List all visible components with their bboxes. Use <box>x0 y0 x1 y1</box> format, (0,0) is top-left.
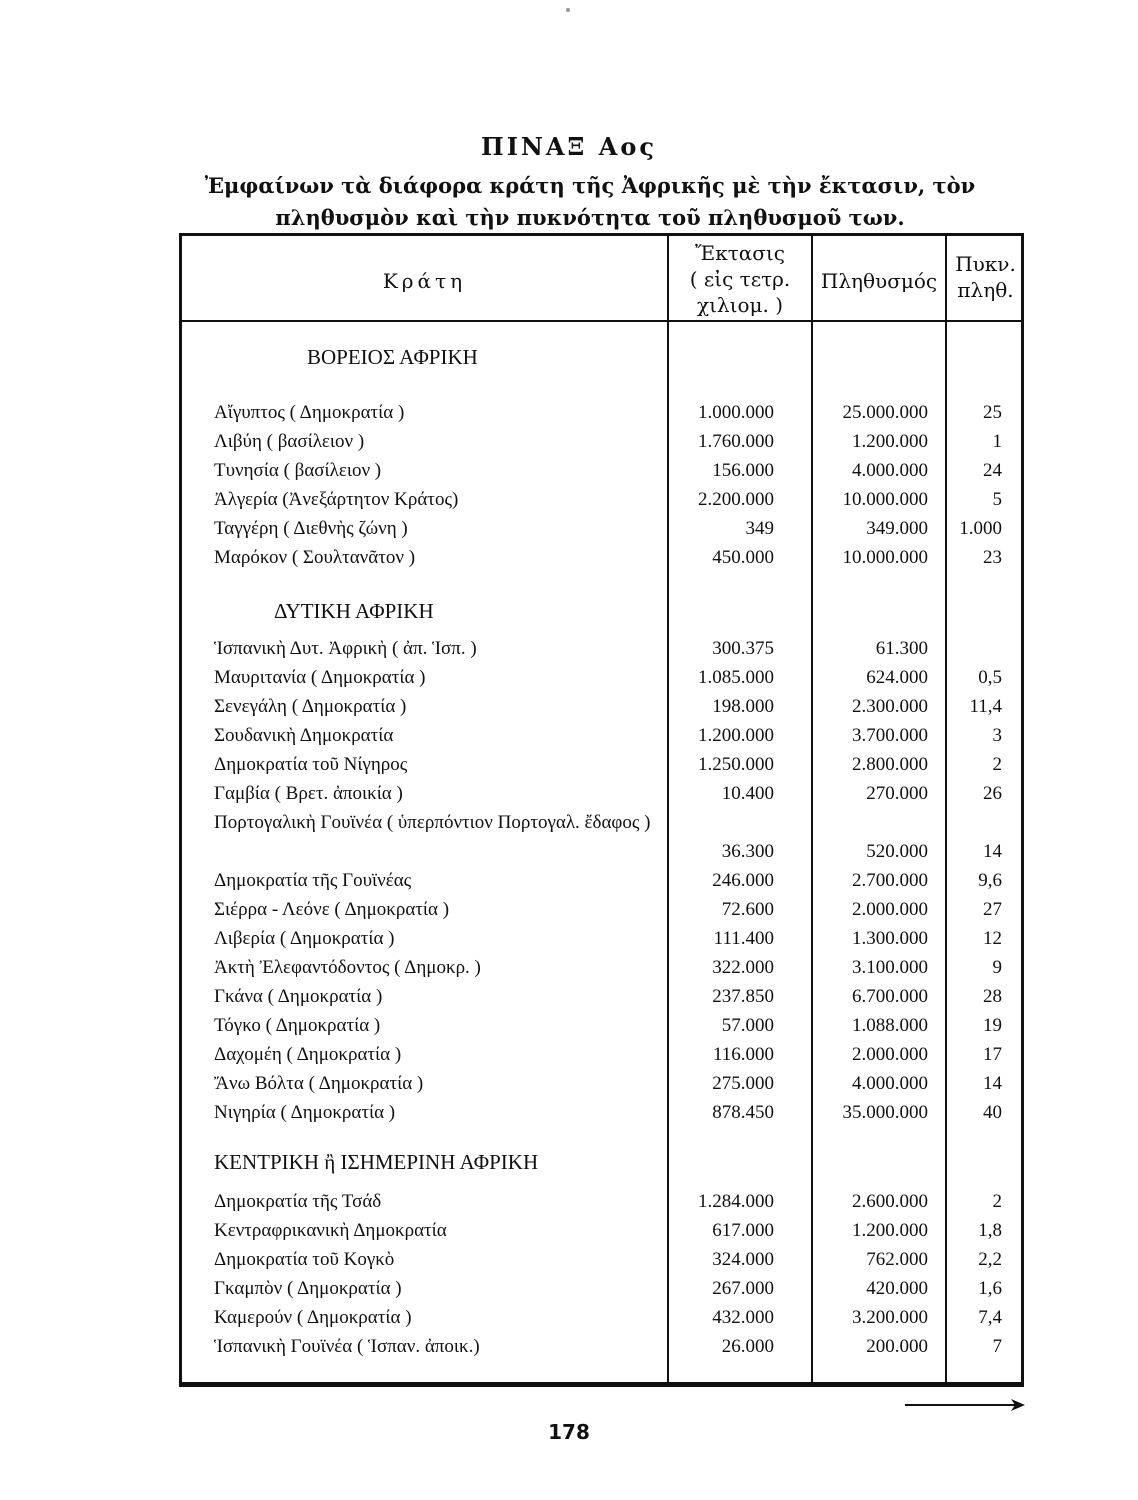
section-title-west: ΔΥΤΙΚΗ ΑΦΡΙΚΗ <box>274 599 434 623</box>
section-heading <box>179 340 1024 398</box>
area-value: 26.000 <box>721 1336 774 1357</box>
continue-arrow-icon <box>905 1397 1025 1413</box>
country-name: Ἀκτὴ Ἐλεφαντόδοντος ( Δημοκρ. ) <box>214 957 481 978</box>
country-name: Λιβύη ( βασίλειον ) <box>214 431 365 452</box>
population-value: 349.000 <box>866 518 928 539</box>
table-row <box>179 1332 1024 1361</box>
table-row <box>179 1245 1024 1274</box>
population-value: 270.000 <box>866 783 928 804</box>
population-value: 3.700.000 <box>852 725 928 746</box>
population-value: 1.200.000 <box>852 1220 928 1241</box>
table-row <box>179 1216 1024 1245</box>
area-value: 1.085.000 <box>698 667 774 688</box>
population-value: 420.000 <box>866 1278 928 1299</box>
density-value: 23 <box>983 547 1002 568</box>
population-value: 25.000.000 <box>842 402 928 423</box>
table-row <box>179 1069 1024 1098</box>
country-name: Σιέρρα - Λεόνε ( Δημοκρατία ) <box>214 899 450 920</box>
country-name: Γκαμπὸν ( Δημοκρατία ) <box>214 1278 402 1299</box>
table-row <box>179 1303 1024 1332</box>
area-value: 72.600 <box>721 899 774 920</box>
area-value: 156.000 <box>712 460 774 481</box>
country-name: Κεντραφρικανικὴ Δημοκρατία <box>214 1220 447 1241</box>
table-row <box>179 485 1024 514</box>
area-value: 116.000 <box>712 1044 774 1065</box>
area-value: 1.200.000 <box>698 725 774 746</box>
density-value: 0,5 <box>978 667 1002 688</box>
header-area-line2: ( εἰς τετρ. <box>689 267 791 291</box>
header-population: Πληθυσμός <box>820 269 938 293</box>
table-row <box>179 895 1024 924</box>
population-value: 2.000.000 <box>852 1044 928 1065</box>
country-name: Ἱσπανικὴ Γουϊνέα ( Ἱσπαν. ἀποικ.) <box>214 1336 480 1357</box>
area-value: 57.000 <box>721 1015 774 1036</box>
country-name: Δημοκρατία τοῦ Κογκὸ <box>214 1249 395 1270</box>
header-area <box>669 240 811 318</box>
population-value: 3.200.000 <box>852 1307 928 1328</box>
population-value: 2.600.000 <box>852 1191 928 1212</box>
country-name: Μαυριτανία ( Δημοκρατία ) <box>214 667 426 688</box>
country-name: Ἱσπανικὴ Δυτ. Ἀφρικὴ ( ἀπ. Ἱσπ. ) <box>214 638 477 659</box>
header-area-line3: χιλιομ. ) <box>696 293 784 317</box>
density-value: 9,6 <box>978 870 1002 891</box>
population-value: 200.000 <box>866 1336 928 1357</box>
area-value: 1.284.000 <box>698 1191 774 1212</box>
population-value: 6.700.000 <box>852 986 928 1007</box>
density-value: 9 <box>992 957 1002 978</box>
table-row <box>179 663 1024 692</box>
country-name: Τυνησία ( βασίλειον ) <box>214 460 382 481</box>
density-value: 12 <box>983 928 1002 949</box>
page-title: ΠΙΝΑΞ Αος <box>481 132 657 161</box>
table-row <box>179 456 1024 485</box>
population-value: 520.000 <box>866 841 928 862</box>
table-row <box>179 982 1024 1011</box>
population-value: 10.000.000 <box>842 489 928 510</box>
population-value: 2.300.000 <box>852 696 928 717</box>
country-name: Τόγκο ( Δημοκρατία ) <box>214 1015 381 1036</box>
population-value: 762.000 <box>866 1249 928 1270</box>
country-name: Πορτογαλικὴ Γουϊνέα ( ὑπερπόντιον Πορτογαλ. ἔδαφος ) <box>214 812 651 833</box>
density-value: 11,4 <box>969 696 1002 717</box>
area-value: 10.400 <box>721 783 774 804</box>
area-value: 2.200.000 <box>698 489 774 510</box>
section-title-central: ΚΕΝΤΡΙΚΗ ἢ ΙΣΗΜΕΡΙΝΗ ΑΦΡΙΚΗ <box>214 1150 539 1174</box>
page-number: 178 <box>548 1420 590 1444</box>
table-row <box>179 750 1024 779</box>
table-row <box>179 779 1024 808</box>
density-value: 26 <box>983 783 1002 804</box>
section-heading <box>179 572 1024 634</box>
area-value: 1.760.000 <box>698 431 774 452</box>
population-value: 1.088.000 <box>852 1015 928 1036</box>
header-density-line2: πληθ. <box>957 278 1014 302</box>
country-name: Δημοκρατία τῆς Τσάδ <box>214 1191 382 1212</box>
table-row <box>179 634 1024 663</box>
table-row <box>179 543 1024 572</box>
area-value: 1.250.000 <box>698 754 774 775</box>
area-value: 450.000 <box>712 547 774 568</box>
table-row <box>179 1274 1024 1303</box>
area-value: 1.000.000 <box>698 402 774 423</box>
country-name: Δημοκρατία τοῦ Νίγηρος <box>214 754 408 775</box>
area-value: 267.000 <box>712 1278 774 1299</box>
table-row <box>179 427 1024 456</box>
speck <box>566 8 570 12</box>
density-value: 1,6 <box>978 1278 1002 1299</box>
table-body <box>179 340 1024 1361</box>
density-value: 5 <box>992 489 1002 510</box>
population-value: 2.800.000 <box>852 754 928 775</box>
density-value: 7 <box>992 1336 1002 1357</box>
density-value: 2,2 <box>978 1249 1002 1270</box>
area-value: 275.000 <box>712 1073 774 1094</box>
section-heading <box>179 1127 1024 1187</box>
table-row <box>179 953 1024 982</box>
population-value: 4.000.000 <box>852 1073 928 1094</box>
section-north-rows <box>179 398 1024 572</box>
density-value: 1 <box>992 431 1002 452</box>
population-value: 3.100.000 <box>852 957 928 978</box>
table-row <box>179 514 1024 543</box>
area-value: 300.375 <box>712 638 774 659</box>
table-row <box>179 924 1024 953</box>
section-title-north: ΒΟΡΕΙΟΣ ΑΦΡΙΚΗ <box>307 345 478 369</box>
country-name: Δαχομέη ( Δημοκρατία ) <box>214 1044 402 1065</box>
area-value: 878.450 <box>712 1102 774 1123</box>
area-value: 198.000 <box>712 696 774 717</box>
density-value: 1,8 <box>978 1220 1002 1241</box>
area-value: 246.000 <box>712 870 774 891</box>
header-states: Κράτη <box>382 269 467 293</box>
population-value: 624.000 <box>866 667 928 688</box>
country-name: Γαμβία ( Βρετ. ἀποικία ) <box>214 783 403 804</box>
population-value: 2.700.000 <box>852 870 928 891</box>
header-density-line1: Πυκν. <box>955 252 1016 276</box>
population-value: 4.000.000 <box>852 460 928 481</box>
density-value: 40 <box>983 1102 1002 1123</box>
country-name: Ταγγέρη ( Διεθνὴς ζώνη ) <box>214 518 408 539</box>
density-value: 24 <box>983 460 1002 481</box>
country-name: Ἀλγερία (Ἀνεξάρτητον Κράτος) <box>214 489 459 510</box>
country-name: Δημοκρατία τῆς Γουϊνέας <box>214 870 412 891</box>
area-value: 432.000 <box>712 1307 774 1328</box>
population-value: 35.000.000 <box>842 1102 928 1123</box>
density-value: 3 <box>992 725 1002 746</box>
country-name: Αἴγυπτος ( Δημοκρατία ) <box>214 402 405 423</box>
population-value: 10.000.000 <box>842 547 928 568</box>
density-value: 28 <box>983 986 1002 1007</box>
table-row <box>179 808 1024 866</box>
density-value: 14 <box>983 1073 1002 1094</box>
density-value: 2 <box>992 1191 1002 1212</box>
country-name: Καμερούν ( Δημοκρατία ) <box>214 1307 412 1328</box>
density-value: 17 <box>983 1044 1002 1065</box>
country-name: Λιβερία ( Δημοκρατία ) <box>214 928 395 949</box>
country-name: Μαρόκον ( Σουλτανᾶτον ) <box>214 547 416 568</box>
density-value: 25 <box>983 402 1002 423</box>
area-value: 36.300 <box>721 841 774 862</box>
table-row <box>179 1187 1024 1216</box>
population-value: 2.000.000 <box>852 899 928 920</box>
header-area-line1: Ἔκτασις <box>695 241 785 265</box>
density-value: 2 <box>992 754 1002 775</box>
country-name: Σενεγάλη ( Δημοκρατία ) <box>214 696 407 717</box>
population-value: 1.200.000 <box>852 431 928 452</box>
table-row <box>179 1098 1024 1127</box>
country-name: Ἄνω Βόλτα ( Δημοκρατία ) <box>214 1073 424 1094</box>
density-value: 7,4 <box>978 1307 1002 1328</box>
area-value: 349 <box>745 518 774 539</box>
header-density <box>947 251 1024 303</box>
density-value: 14 <box>983 841 1002 862</box>
table-row <box>179 721 1024 750</box>
population-value: 61.300 <box>875 638 928 659</box>
area-value: 237.850 <box>712 986 774 1007</box>
table-row <box>179 866 1024 895</box>
section-central-rows <box>179 1187 1024 1361</box>
population-value: 1.300.000 <box>852 928 928 949</box>
header-divider <box>182 320 1021 322</box>
density-value: 27 <box>983 899 1002 920</box>
country-name: Γκάνα ( Δημοκρατία ) <box>214 986 383 1007</box>
page-subtitle: Ἐμφαίνων τὰ διάφορα κράτη τῆς Ἀφρικῆς μὲ τὴν ἔκτασιν, τὸν πληθυσμὸν καὶ τὴν πυκνότητα τοῦ πληθυσμοῦ των. <box>204 173 976 230</box>
table-row <box>179 692 1024 721</box>
area-value: 111.400 <box>713 928 774 949</box>
table-row <box>179 398 1024 427</box>
density-value: 19 <box>983 1015 1002 1036</box>
country-name: Σουδανικὴ Δημοκρατία <box>214 725 394 746</box>
table-row <box>179 1040 1024 1069</box>
area-value: 324.000 <box>712 1249 774 1270</box>
section-west-rows <box>179 634 1024 1127</box>
table-row <box>179 1011 1024 1040</box>
area-value: 322.000 <box>712 957 774 978</box>
density-value: 1.000 <box>959 518 1002 539</box>
country-name: Νιγηρία ( Δημοκρατία ) <box>214 1102 396 1123</box>
area-value: 617.000 <box>712 1220 774 1241</box>
